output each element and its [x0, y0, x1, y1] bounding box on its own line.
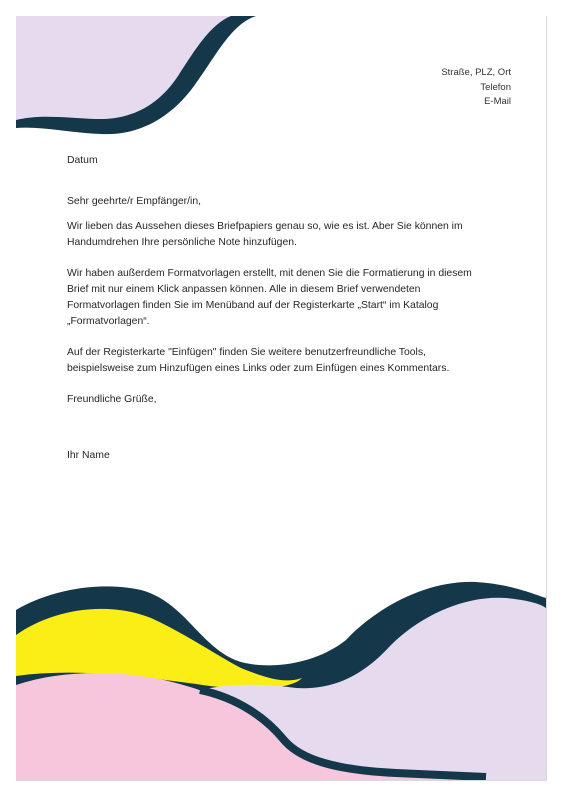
letter-date: Datum — [67, 155, 98, 166]
letter-closing: Freundliche Grüße, — [67, 394, 157, 405]
letter-paragraph-1: Wir lieben das Aussehen dieses Briefpapiers genau so, wie es ist. Aber Sie können im Handumdrehen Ihre persönliche Note hinzufügen. — [67, 221, 463, 248]
sender-phone: Telefon — [480, 81, 511, 93]
letter-paragraph-3: Auf der Registerkarte "Einfügen" finden Sie weitere benutzerfreundliche Tools, beispielsweise zum Hinzufügen eines Links oder zum Einfügen eines Kommentars. — [67, 347, 450, 374]
sender-street: Straße, PLZ, Ort — [441, 67, 511, 78]
top-wave-decoration — [16, 16, 256, 146]
letter-salutation: Sehr geehrte/r Empfänger/in, — [67, 196, 201, 207]
bottom-wave-decoration — [16, 580, 546, 780]
letter-body — [67, 153, 487, 464]
sender-email: E-Mail — [484, 96, 511, 107]
letter-page — [16, 16, 547, 781]
letter-paragraph-2: Wir haben außerdem Formatvorlagen erstellt, mit denen Sie die Formatierung in diesem Brief mit nur einem Klick anpassen können. Alle in diesem Brief verwendeten Formatvorlagen finden Sie im Menüband auf der Registerkarte „Start“ im Katalog „Formatvorlagen“. — [67, 268, 472, 327]
sender-address-block — [441, 66, 511, 110]
letter-signature: Ihr Name — [67, 450, 110, 461]
